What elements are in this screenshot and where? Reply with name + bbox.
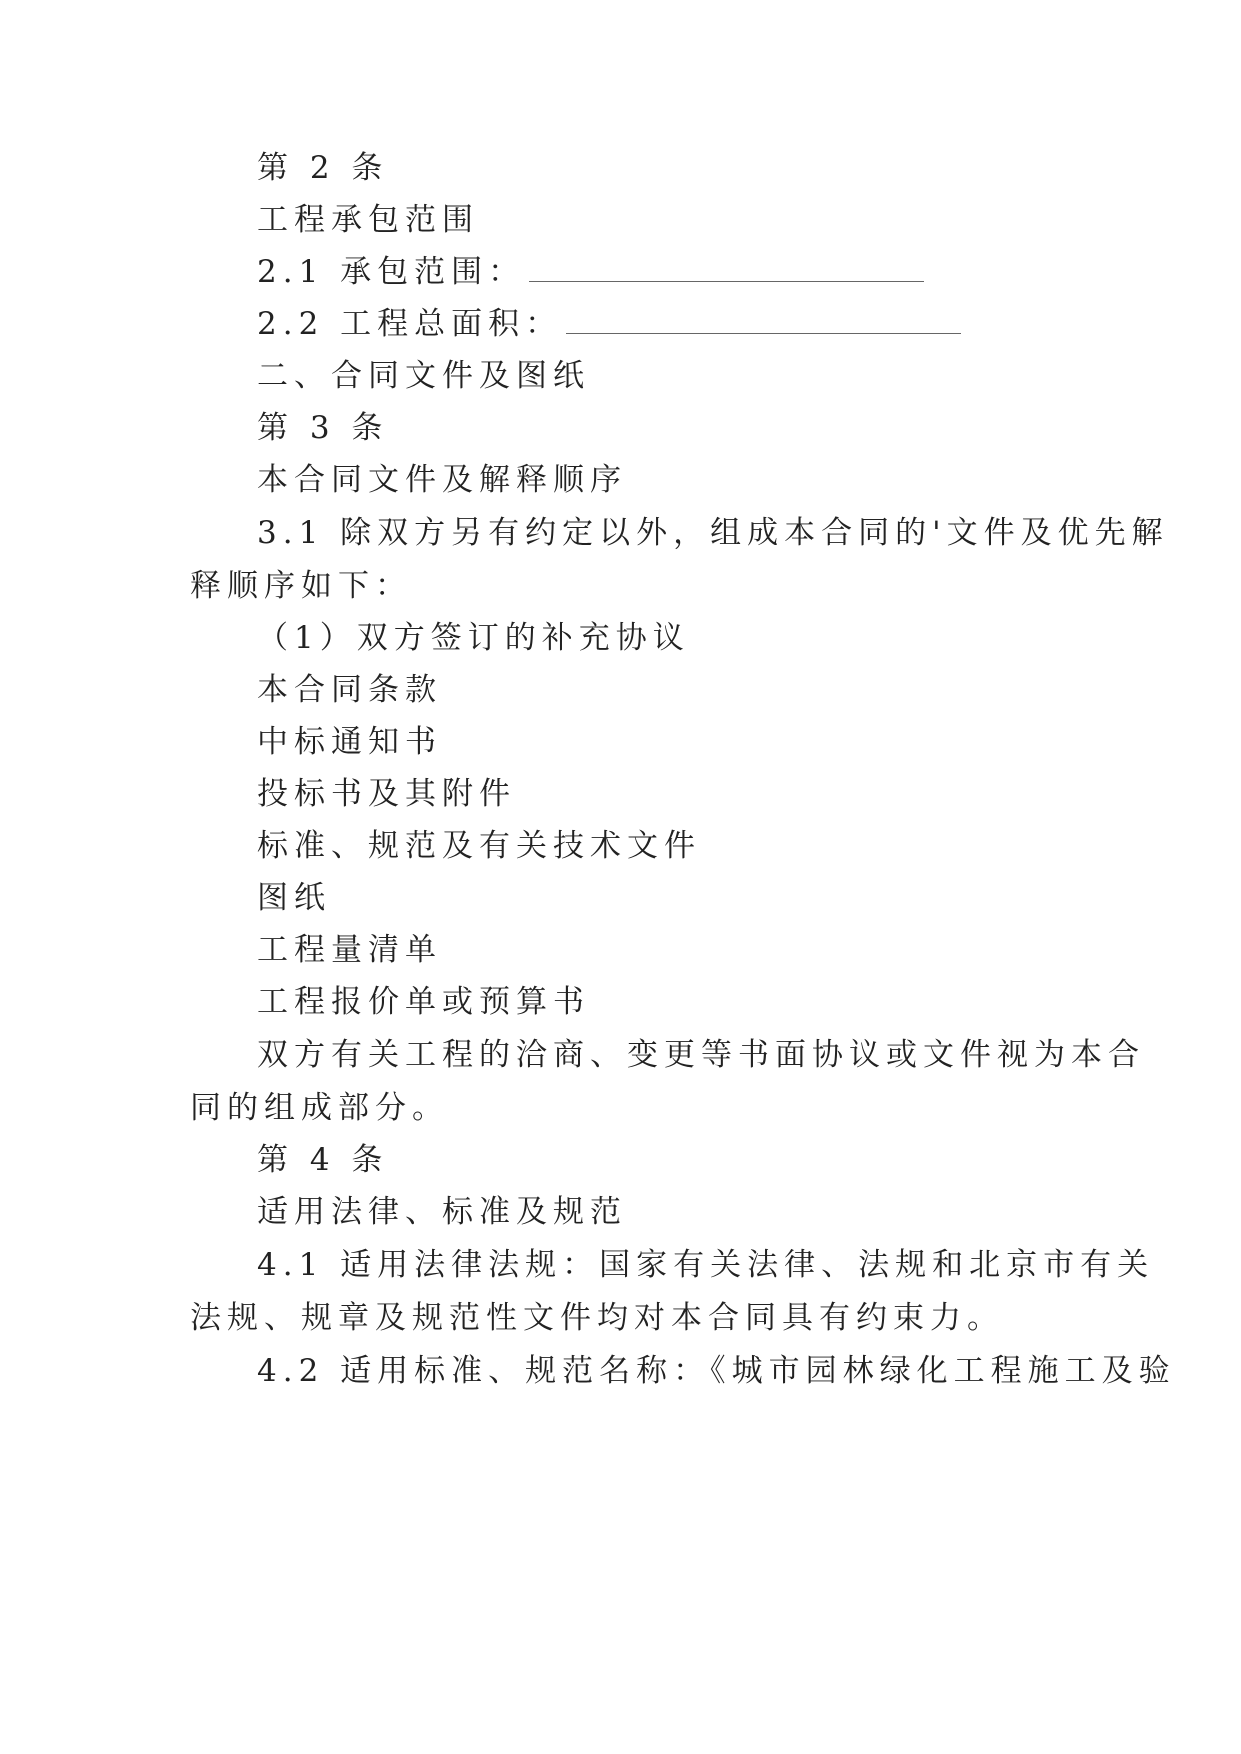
article-2-title: 工程承包范围 (257, 202, 479, 238)
list-item-2: 本合同条款 (257, 672, 442, 708)
list-item-6: 图纸 (257, 880, 331, 916)
paragraph-3-1-line-1: 3.1 除双方另有约定以外，组成本合同的'文件及优先解 (257, 515, 1169, 551)
paragraph-4-2-line-1: 4.2 适用标准、规范名称：《城市园林绿化工程施工及验 (257, 1353, 1176, 1389)
article-3-heading: 第 3 条 (257, 410, 389, 446)
list-item-5: 标准、规范及有关技术文件 (257, 828, 701, 864)
list-item-4: 投标书及其附件 (257, 776, 516, 812)
list-item-3: 中标通知书 (257, 724, 442, 760)
area-blank-field[interactable] (566, 307, 961, 334)
list-item-9-line-1: 双方有关工程的洽商、变更等书面协议或文件视为本合 (257, 1037, 1145, 1073)
scope-label: 2.1 承包范围： (257, 254, 526, 290)
list-item-7: 工程量清单 (257, 932, 442, 968)
article-4-heading: 第 4 条 (257, 1142, 389, 1178)
area-line (257, 304, 961, 344)
article-2-heading: 第 2 条 (257, 150, 389, 186)
paragraph-3-1-line-2: 释顺序如下： (190, 568, 412, 604)
scope-blank-field[interactable] (529, 255, 924, 282)
list-item-9-line-2: 同的组成部分。 (190, 1090, 449, 1126)
paragraph-4-1-line-1: 4.1 适用法律法规：国家有关法律、法规和北京市有关 (257, 1247, 1155, 1283)
area-label: 2.2 工程总面积： (257, 306, 563, 342)
article-3-title: 本合同文件及解释顺序 (257, 462, 627, 498)
list-item-8: 工程报价单或预算书 (257, 984, 590, 1020)
paragraph-4-1-line-2: 法规、规章及规范性文件均对本合同具有约束力。 (190, 1300, 1004, 1336)
article-4-title: 适用法律、标准及规范 (257, 1194, 627, 1230)
section-2-heading: 二、合同文件及图纸 (257, 358, 590, 394)
list-item-1: （1）双方签订的补充协议 (257, 620, 690, 656)
scope-line (257, 252, 924, 292)
